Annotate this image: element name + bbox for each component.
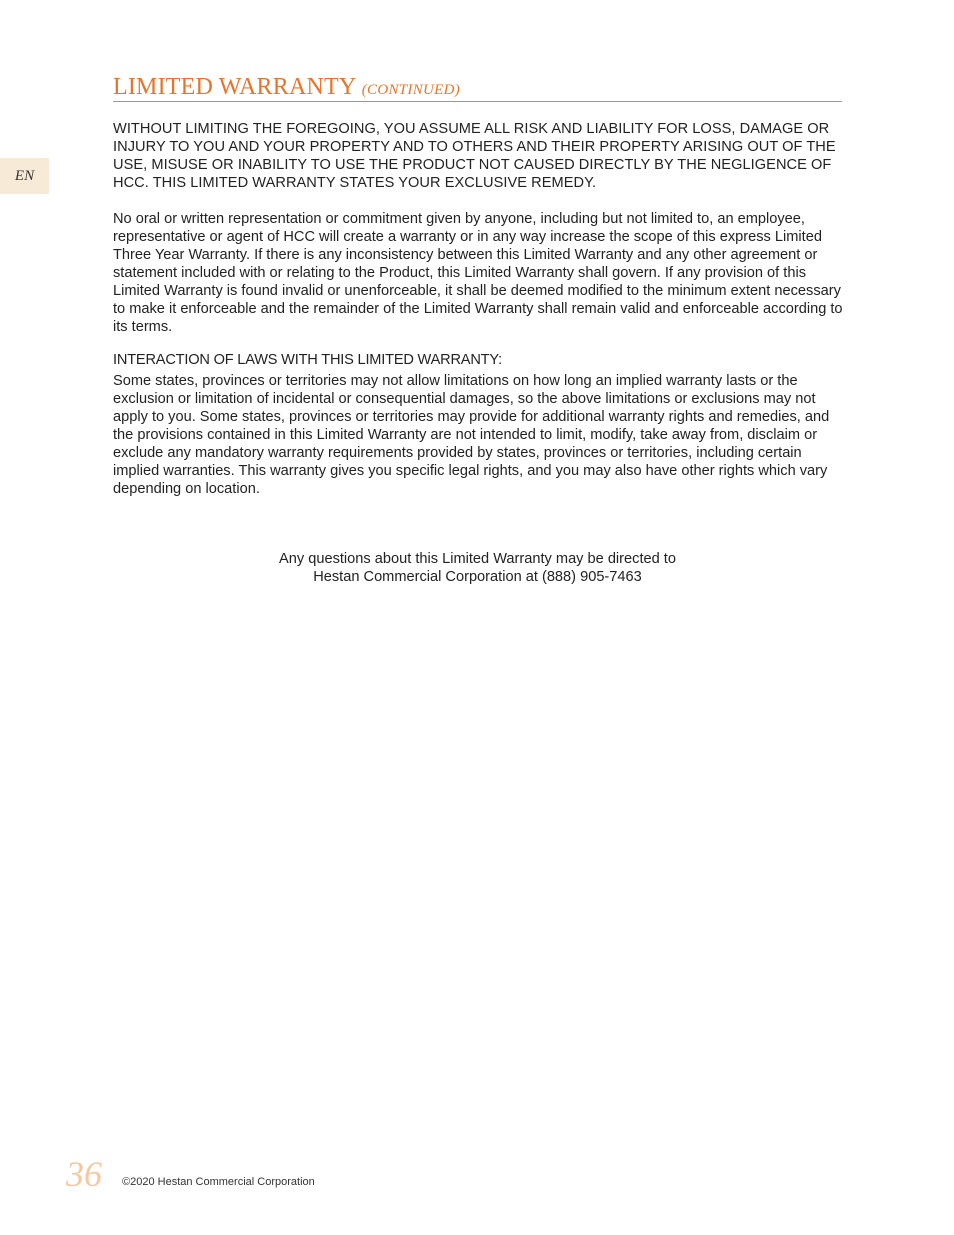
laws-paragraph: Some states, provinces or territories may not allow limitations on how long an implied warranty lasts or the exclusion or limitation of incidental or consequential damages, so the above limitations or exclusions may not apply to you. Some states, provinces or territories may provide for additional warranty rights and remedies, and the provisions contained in this Limited Warranty are not intended to limit, modify, take away from, disclaim or exclude any mandatory warranty requirements provided by states, provinces or territories, including certain implied warranties. This warranty gives you specific legal rights, and you may also have other rights which vary depending on location. bbox=[113, 373, 830, 497]
section-subheading: INTERACTION OF LAWS WITH THIS LIMITED WARRANTY: bbox=[113, 352, 502, 368]
page-title-text: LIMITED WARRANTY bbox=[113, 74, 356, 100]
warranty-body bbox=[113, 120, 848, 498]
contact-info bbox=[113, 550, 842, 586]
contact-line-1: Any questions about this Limited Warranty may be directed to bbox=[279, 551, 676, 567]
contact-line-2: Hestan Commercial Corporation at (888) 905-7463 bbox=[313, 569, 642, 585]
representation-paragraph: No oral or written representation or commitment given by anyone, including but not limited to, an employee, representative or agent of HCC will create a warranty or in any way increase the scope of this express Limited Three Year Warranty. If there is any inconsistency between this Limited Warranty and any other agreement or statement included with or relating to the Product, this Limited Warranty shall govern. If any provision of this Limited Warranty is found invalid or unenforceable, it shall be deemed modified to the minimum extent necessary to make it enforceable and the remainder of the Limited Warranty shall remain valid and enforceable according to its terms. bbox=[113, 211, 843, 335]
page-title bbox=[113, 72, 842, 105]
page-title-continued: (CONTINUED) bbox=[361, 82, 461, 98]
copyright-notice: ©2020 Hestan Commercial Corporation bbox=[122, 1176, 315, 1188]
liability-paragraph: WITHOUT LIMITING THE FOREGOING, YOU ASSUME ALL RISK AND LIABILITY FOR LOSS, DAMAGE OR INJURY TO YOU AND YOUR PROPERTY AND TO OTHERS AND THEIR PROPERTY ARISING OUT OF THE USE, MISUSE OR INABILITY TO USE THE PRODUCT NOT CAUSED DIRECTLY BY THE NEGLIGENCE OF HCC. THIS LIMITED WARRANTY STATES YOUR EXCLUSIVE REMEDY. bbox=[113, 121, 836, 191]
page-number: 36 bbox=[66, 1154, 102, 1194]
language-tab: EN bbox=[0, 158, 49, 194]
page-header bbox=[113, 72, 842, 102]
